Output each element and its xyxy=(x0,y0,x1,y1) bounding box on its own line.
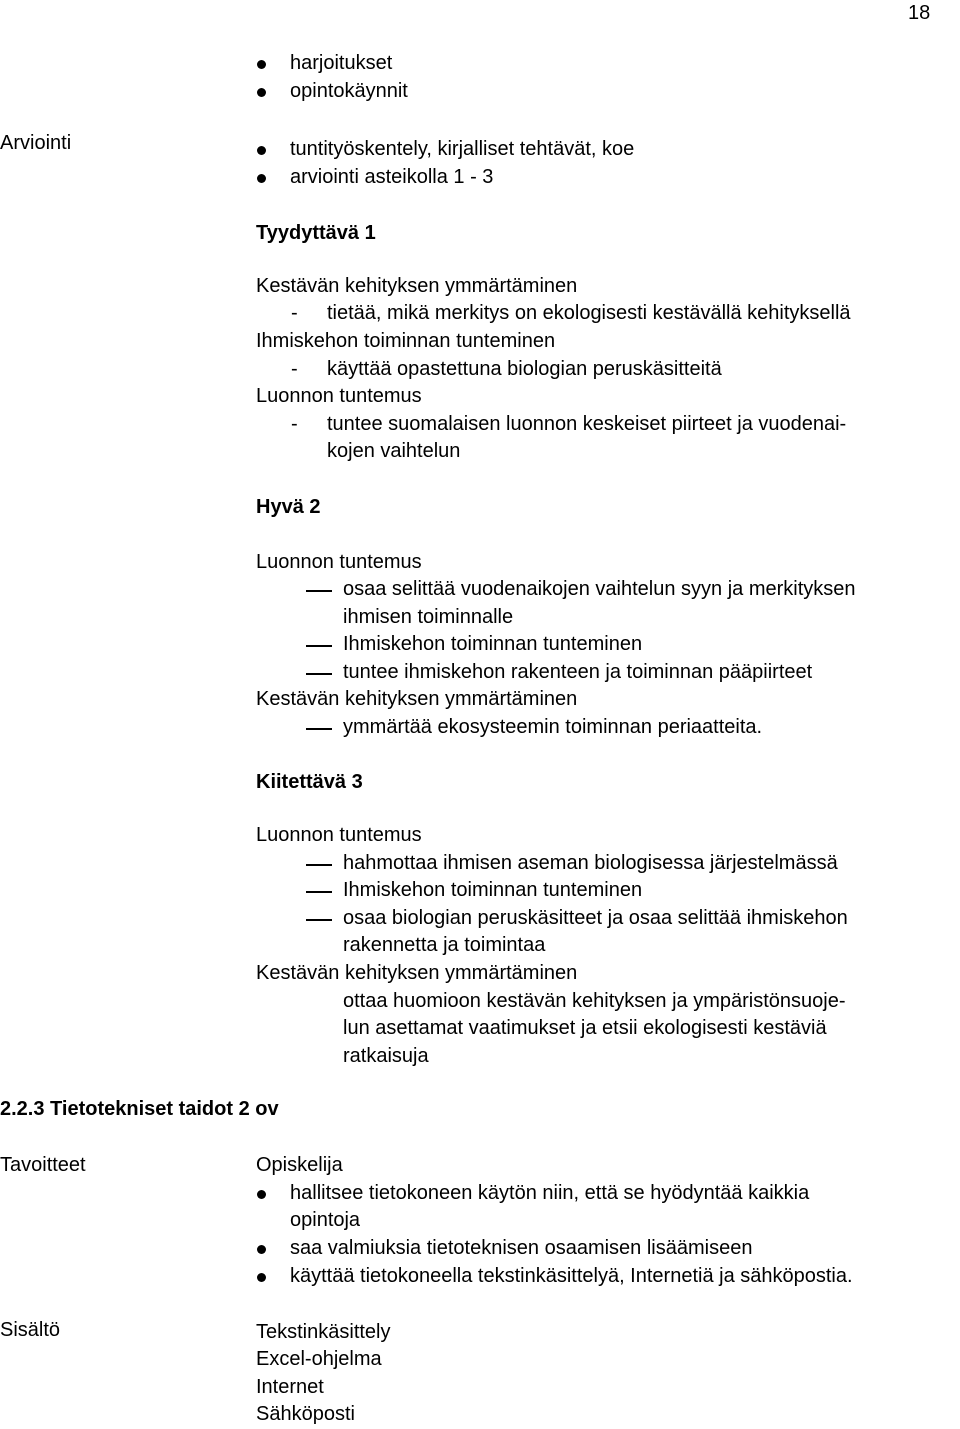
bullet-icon xyxy=(257,174,266,183)
criterion-text: ymmärtää ekosysteemin toiminnan periaatteita. xyxy=(343,716,763,738)
list-item: opintoja xyxy=(290,1209,361,1231)
grade-heading: Tyydyttävä 1 xyxy=(256,222,376,244)
criterion-title: Luonnon tuntemus xyxy=(256,551,422,573)
dash-icon: - xyxy=(291,302,298,324)
criterion-text: Ihmiskehon toiminnan tunteminen xyxy=(343,633,643,655)
section-heading: 2.2.3 Tietotekniset taidot 2 ov xyxy=(0,1098,279,1120)
dash-icon xyxy=(306,645,332,647)
bullet-icon xyxy=(257,1245,266,1254)
dash-icon: - xyxy=(291,413,298,435)
criterion-text: tietää, mikä merkitys on ekologisesti kestävällä kehityksellä xyxy=(327,302,851,324)
list-item: Sähköposti xyxy=(256,1403,355,1425)
list-item: tuntityöskentely, kirjalliset tehtävät, koe xyxy=(290,138,635,160)
bullet-icon xyxy=(257,88,266,97)
tavoitteet-label: Tavoitteet xyxy=(0,1154,86,1176)
criterion-text: Ihmiskehon toiminnan tunteminen xyxy=(343,879,643,901)
list-item: Excel-ohjelma xyxy=(256,1348,382,1370)
criterion-text: lun asettamat vaatimukset ja etsii ekologisesti kestäviä xyxy=(343,1017,827,1039)
list-item: saa valmiuksia tietoteknisen osaamisen lisäämiseen xyxy=(290,1237,753,1259)
criterion-text: ihmisen toiminnalle xyxy=(343,606,514,628)
dash-icon: - xyxy=(291,358,298,380)
bullet-icon xyxy=(257,146,266,155)
list-item: Internet xyxy=(256,1376,324,1398)
opiskelija-label: Opiskelija xyxy=(256,1154,343,1176)
criterion-title: Kestävän kehityksen ymmärtäminen xyxy=(256,275,578,297)
dash-icon xyxy=(306,728,332,730)
criterion-title: Luonnon tuntemus xyxy=(256,385,422,407)
criterion-text: tuntee suomalaisen luonnon keskeiset piirteet ja vuodenai- xyxy=(327,413,847,435)
dash-icon xyxy=(306,919,332,921)
criterion-text: ottaa huomioon kestävän kehityksen ja ympäristönsuoje- xyxy=(343,990,846,1012)
criterion-text: hahmottaa ihmisen aseman biologisessa järjestelmässä xyxy=(343,852,838,874)
criterion-title: Luonnon tuntemus xyxy=(256,824,422,846)
list-item: hallitsee tietokoneen käytön niin, että se hyödyntää kaikkia xyxy=(290,1182,810,1204)
criterion-text: osaa selittää vuodenaikojen vaihtelun syyn ja merkityksen xyxy=(343,578,856,600)
grade-heading: Hyvä 2 xyxy=(256,496,321,518)
dash-icon xyxy=(306,590,332,592)
list-item: Tekstinkäsittely xyxy=(256,1321,391,1343)
page-number: 18 xyxy=(908,2,931,24)
criterion-title: Kestävän kehityksen ymmärtäminen xyxy=(256,962,578,984)
grade-heading: Kiitettävä 3 xyxy=(256,771,363,793)
bullet-icon xyxy=(257,1190,266,1199)
bullet-icon xyxy=(257,60,266,69)
dash-icon xyxy=(306,891,332,893)
criterion-text: ratkaisuja xyxy=(343,1045,429,1067)
arviointi-label: Arviointi xyxy=(0,132,72,154)
sisalto-label: Sisältö xyxy=(0,1319,61,1341)
bullet-icon xyxy=(257,1273,266,1282)
criterion-text: rakennetta ja toimintaa xyxy=(343,934,546,956)
list-item: arviointi asteikolla 1 - 3 xyxy=(290,166,494,188)
criterion-title: Kestävän kehityksen ymmärtäminen xyxy=(256,688,578,710)
list-item: harjoitukset xyxy=(290,52,393,74)
criterion-title: Ihmiskehon toiminnan tunteminen xyxy=(256,330,556,352)
criterion-text: kojen vaihtelun xyxy=(327,440,461,462)
criterion-text: osaa biologian peruskäsitteet ja osaa selittää ihmiskehon xyxy=(343,907,848,929)
dash-icon xyxy=(306,673,332,675)
criterion-text: tuntee ihmiskehon rakenteen ja toiminnan pääpiirteet xyxy=(343,661,813,683)
list-item: opintokäynnit xyxy=(290,80,408,102)
list-item: käyttää tietokoneella tekstinkäsittelyä, Internetiä ja sähköpostia. xyxy=(290,1265,853,1287)
criterion-text: käyttää opastettuna biologian peruskäsitteitä xyxy=(327,358,722,380)
dash-icon xyxy=(306,864,332,866)
